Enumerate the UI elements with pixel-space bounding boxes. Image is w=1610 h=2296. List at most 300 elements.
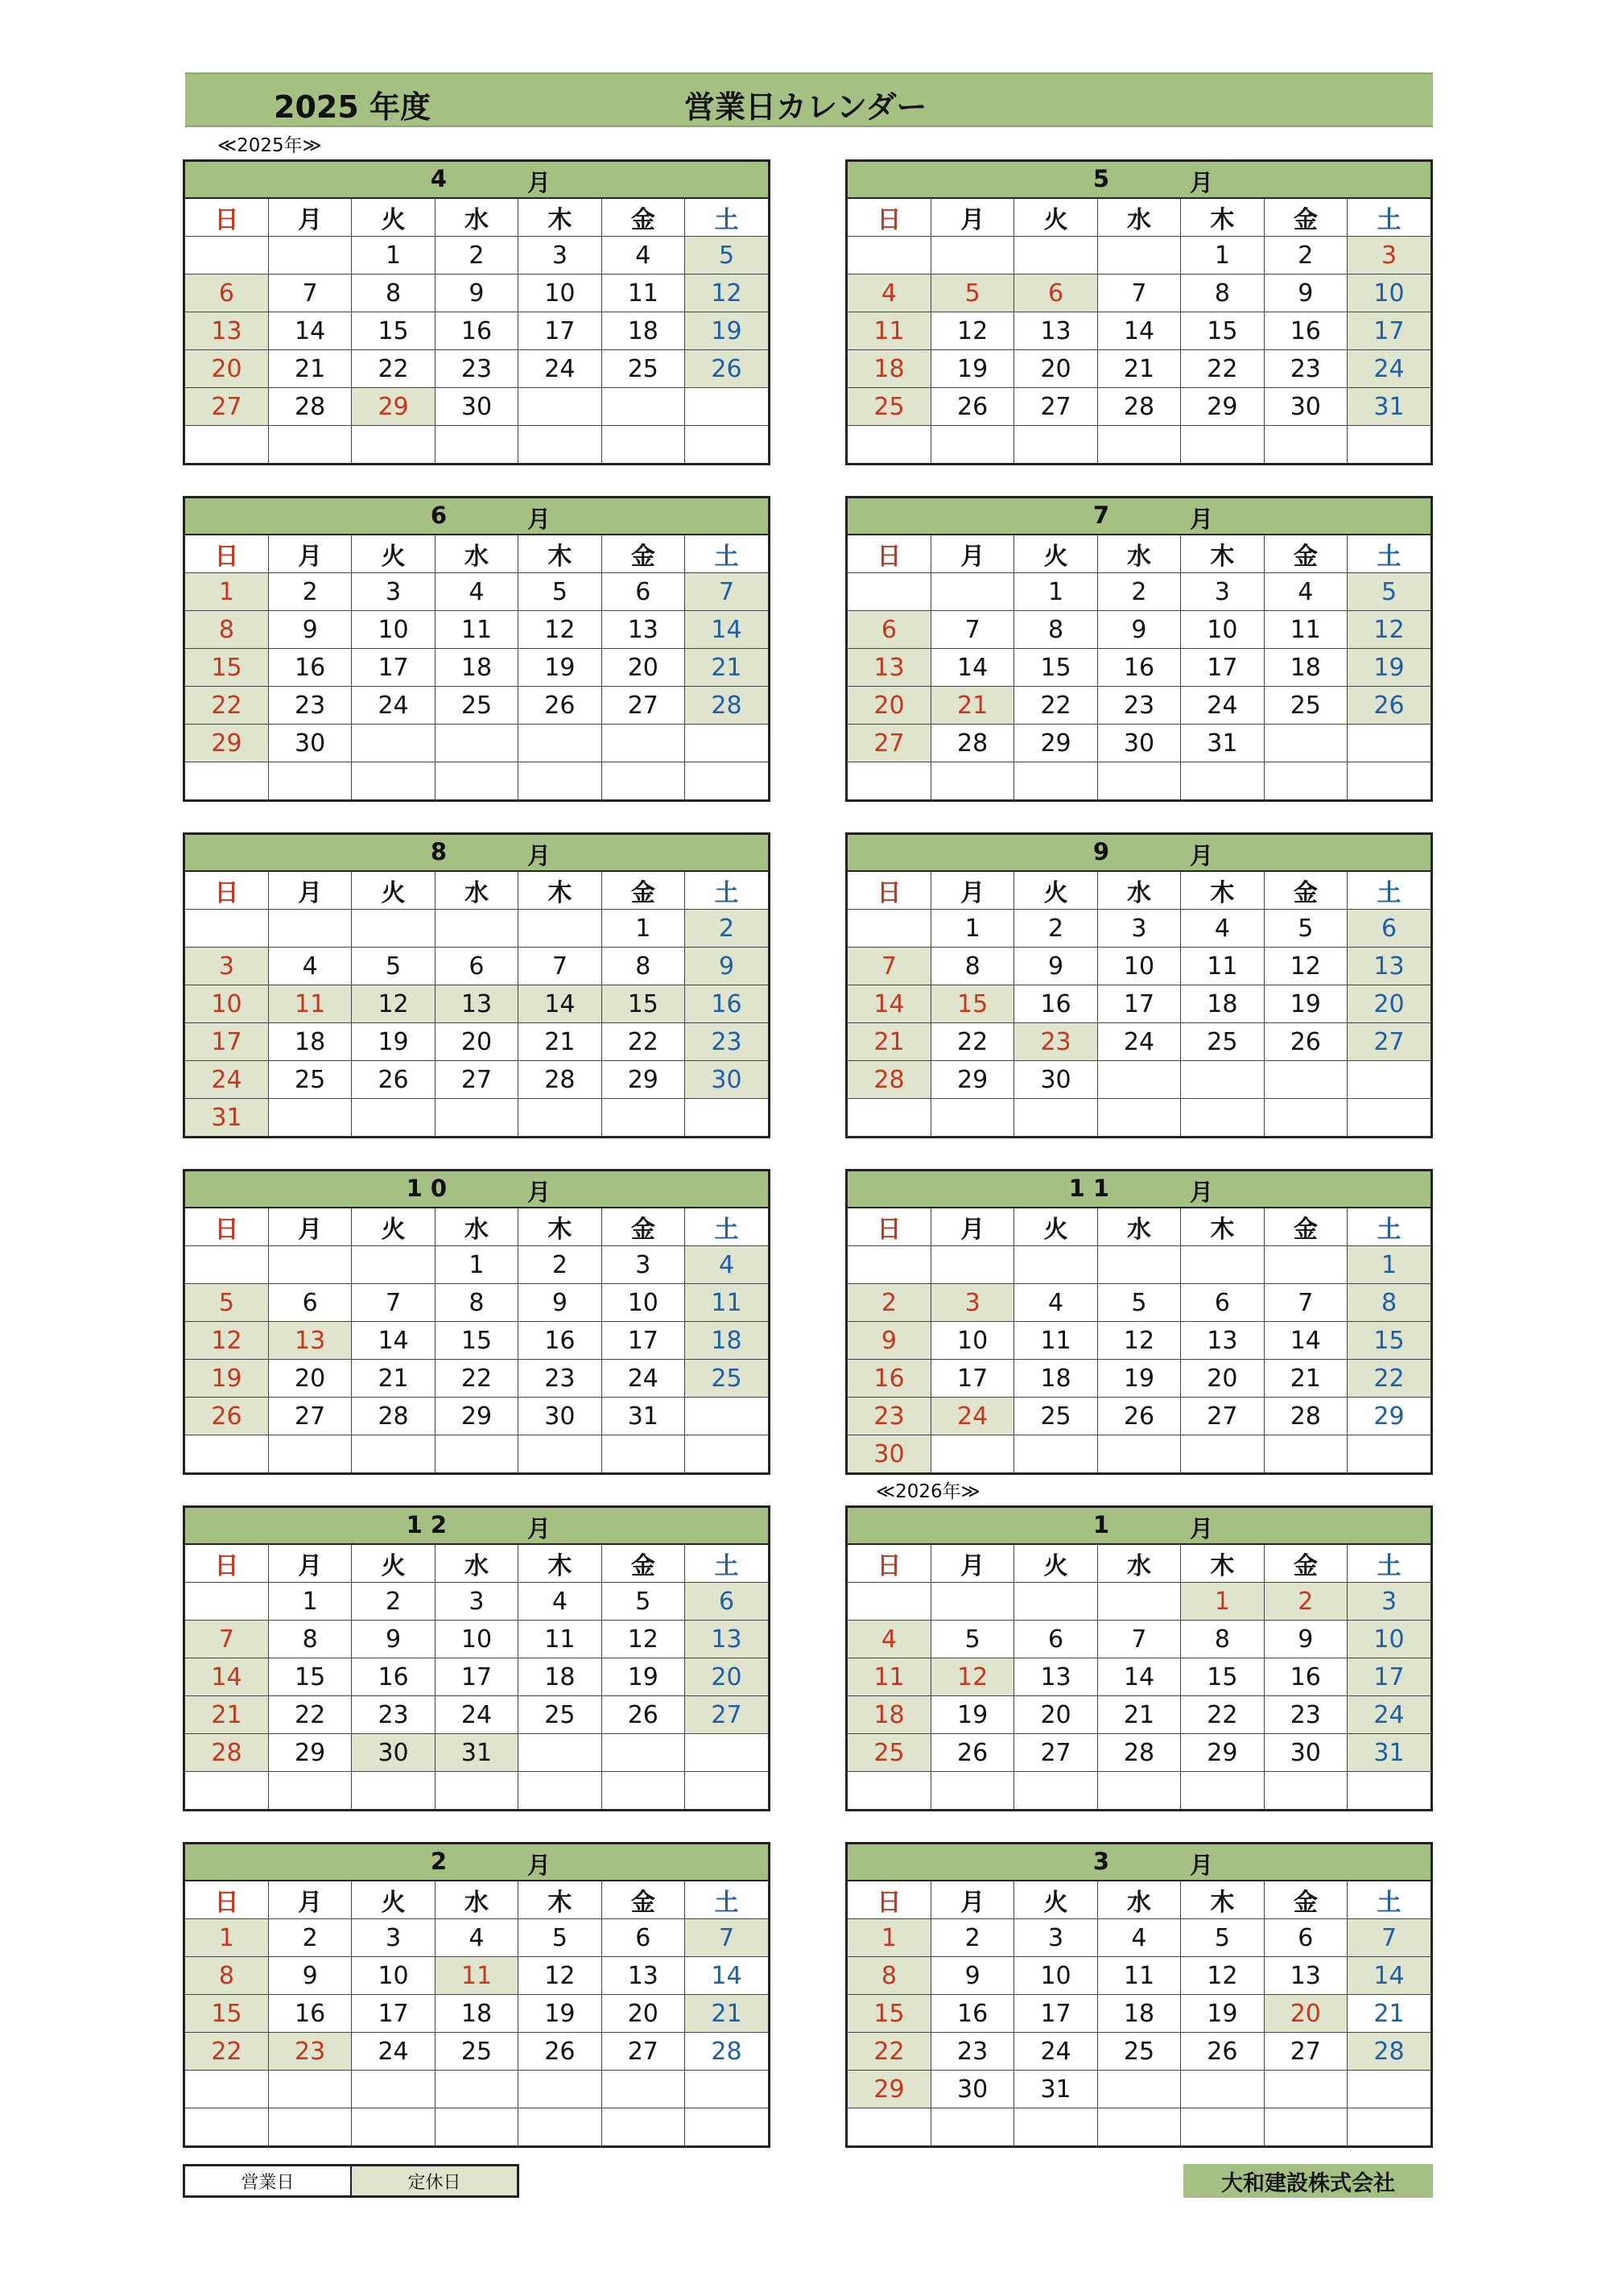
empty-cell [848, 1583, 931, 1621]
day-cell: 13 [685, 1621, 768, 1658]
day-cell: 9 [435, 275, 518, 312]
empty-cell [1348, 2108, 1430, 2146]
day-cell: 24 [352, 687, 435, 725]
empty-cell [1181, 1246, 1264, 1284]
day-cell: 26 [518, 2033, 601, 2071]
day-cell: 5 [1348, 573, 1430, 611]
title-bar [185, 72, 1433, 127]
weekday-header: 日 [185, 1208, 268, 1246]
day-cell: 28 [685, 2033, 768, 2071]
day-cell: 17 [601, 1322, 684, 1360]
day-cell: 19 [1348, 649, 1430, 687]
week-row [185, 1360, 768, 1398]
weekday-header: 日 [185, 199, 268, 237]
day-cell: 24 [185, 1061, 268, 1099]
day-cell: 25 [1014, 1398, 1097, 1435]
day-cell: 3 [352, 573, 435, 611]
empty-cell [435, 2071, 518, 2108]
empty-cell [1014, 2108, 1097, 2146]
day-cell: 16 [1014, 985, 1097, 1023]
month-suffix: 月 [1190, 506, 1214, 533]
weekday-header: 火 [352, 872, 435, 910]
day-cell: 1 [1014, 573, 1097, 611]
weekday-header: 金 [1264, 1881, 1347, 1919]
day-cell: 4 [1014, 1284, 1097, 1322]
week-row [848, 649, 1430, 687]
week-row [185, 687, 768, 725]
day-cell: 13 [185, 312, 268, 350]
week-row [848, 573, 1430, 611]
day-cell: 11 [601, 275, 684, 312]
month-number: 11 [1068, 1175, 1117, 1202]
month-calendar-july [845, 496, 1433, 802]
day-cell: 19 [685, 312, 768, 350]
weekday-header: 土 [1348, 535, 1430, 573]
week-row [185, 350, 768, 388]
empty-cell [601, 426, 684, 464]
day-cell: 18 [848, 1696, 931, 1734]
day-cell: 1 [352, 237, 435, 275]
day-cell: 30 [685, 1061, 768, 1099]
day-cell: 22 [352, 350, 435, 388]
day-cell: 9 [518, 1284, 601, 1322]
weekday-header: 金 [601, 1208, 684, 1246]
legend-closed-day: 定休日 [352, 2166, 517, 2195]
week-row [848, 725, 1430, 762]
month-header [848, 835, 1430, 872]
weekday-header: 火 [1014, 872, 1097, 910]
day-cell: 11 [518, 1621, 601, 1658]
empty-cell [1181, 762, 1264, 800]
month-calendar-april [183, 159, 770, 465]
week-row [848, 1696, 1430, 1734]
weekday-header: 水 [435, 1208, 518, 1246]
day-cell: 28 [931, 725, 1013, 762]
day-cell: 16 [268, 649, 351, 687]
weekday-header: 日 [848, 535, 931, 573]
month-calendar-january [845, 1505, 1433, 1811]
day-cell: 9 [268, 611, 351, 649]
empty-cell [352, 2071, 435, 2108]
day-cell: 25 [1264, 687, 1347, 725]
week-row [848, 985, 1430, 1023]
weekday-header: 火 [352, 535, 435, 573]
month-suffix: 月 [527, 1852, 551, 1879]
day-cell: 26 [931, 1734, 1013, 1772]
day-cell: 24 [1097, 1023, 1180, 1061]
day-cell: 26 [1348, 687, 1430, 725]
week-row [848, 1246, 1430, 1284]
day-cell: 1 [1181, 237, 1264, 275]
empty-cell [1097, 2071, 1180, 2108]
day-cell: 6 [1014, 275, 1097, 312]
day-cell: 6 [685, 1583, 768, 1621]
empty-cell [685, 1772, 768, 1810]
day-cell: 29 [848, 2071, 931, 2108]
week-row [185, 1957, 768, 1995]
week-row [185, 1696, 768, 1734]
weekday-header: 木 [1181, 1545, 1264, 1583]
weekday-header: 水 [435, 1881, 518, 1919]
day-cell: 8 [1014, 611, 1097, 649]
week-row [185, 312, 768, 350]
week-row [848, 1061, 1430, 1099]
day-cell: 10 [1348, 275, 1430, 312]
empty-cell [1014, 762, 1097, 800]
month-header [848, 498, 1430, 535]
day-cell: 19 [185, 1360, 268, 1398]
month-suffix: 月 [1190, 842, 1214, 869]
day-cell: 23 [848, 1398, 931, 1435]
empty-cell [518, 725, 601, 762]
week-row [185, 2033, 768, 2071]
empty-cell [185, 237, 268, 275]
company-name: 大和建設株式会社 [1183, 2164, 1433, 2198]
day-cell: 4 [435, 1919, 518, 1957]
empty-cell [435, 725, 518, 762]
empty-cell [268, 1099, 351, 1137]
day-cell: 10 [1348, 1621, 1430, 1658]
day-cell: 4 [848, 275, 931, 312]
day-cell: 20 [1181, 1360, 1264, 1398]
month-number: 4 [430, 165, 455, 192]
day-cell: 21 [685, 1995, 768, 2033]
day-cell: 14 [685, 1957, 768, 1995]
day-cell: 4 [601, 237, 684, 275]
year-mark-2025: ≪2025年≫ [217, 135, 322, 156]
month-header [185, 835, 768, 872]
day-cell: 20 [685, 1658, 768, 1696]
month-header [848, 1844, 1430, 1881]
empty-cell [848, 2108, 931, 2146]
empty-cell [1264, 1099, 1347, 1137]
day-cell: 21 [685, 649, 768, 687]
day-cell: 6 [1181, 1284, 1264, 1322]
day-cell: 14 [268, 312, 351, 350]
empty-cell [352, 426, 435, 464]
weekday-header: 木 [518, 535, 601, 573]
day-cell: 17 [352, 649, 435, 687]
day-cell: 29 [435, 1398, 518, 1435]
day-cell: 11 [1181, 948, 1264, 985]
day-cell: 24 [518, 350, 601, 388]
day-cell: 6 [848, 611, 931, 649]
day-cell: 22 [848, 2033, 931, 2071]
day-cell: 26 [518, 687, 601, 725]
weekday-header: 火 [1014, 1208, 1097, 1246]
day-cell: 26 [1181, 2033, 1264, 2071]
day-cell: 11 [1264, 611, 1347, 649]
week-row [185, 573, 768, 611]
empty-cell [185, 2071, 268, 2108]
day-cell: 3 [352, 1919, 435, 1957]
day-cell: 12 [1264, 948, 1347, 985]
day-cell: 24 [1348, 350, 1430, 388]
day-cell: 7 [685, 1919, 768, 1957]
month-suffix: 月 [527, 506, 551, 533]
day-cell: 23 [268, 687, 351, 725]
day-cell: 25 [601, 350, 684, 388]
day-cell: 13 [1264, 1957, 1347, 1995]
day-cell: 23 [1097, 687, 1180, 725]
day-cell: 13 [601, 1957, 684, 1995]
empty-cell [601, 2108, 684, 2146]
day-cell: 15 [1348, 1322, 1430, 1360]
day-cell: 14 [1348, 1957, 1430, 1995]
day-cell: 2 [518, 1246, 601, 1284]
weekday-header: 火 [352, 1881, 435, 1919]
day-cell: 20 [1264, 1995, 1347, 2033]
day-cell: 22 [601, 1023, 684, 1061]
empty-cell [1264, 1061, 1347, 1099]
day-cell: 18 [1014, 1360, 1097, 1398]
day-cell: 28 [685, 687, 768, 725]
day-cell: 5 [685, 237, 768, 275]
empty-cell [185, 762, 268, 800]
day-cell: 24 [1181, 687, 1264, 725]
weekday-header: 木 [1181, 1208, 1264, 1246]
weekday-header: 火 [1014, 1545, 1097, 1583]
day-cell: 25 [848, 1734, 931, 1772]
empty-cell [352, 762, 435, 800]
empty-cell [1348, 426, 1430, 464]
day-cell: 22 [931, 1023, 1013, 1061]
day-cell: 17 [1014, 1995, 1097, 2033]
week-row [848, 1734, 1430, 1772]
day-cell: 2 [268, 573, 351, 611]
day-cell: 11 [1014, 1322, 1097, 1360]
day-cell: 9 [1097, 611, 1180, 649]
empty-cell [518, 1435, 601, 1473]
weekday-header: 月 [268, 199, 351, 237]
day-cell: 16 [848, 1360, 931, 1398]
day-cell: 30 [1014, 1061, 1097, 1099]
empty-cell [268, 237, 351, 275]
day-cell: 15 [1181, 1658, 1264, 1696]
day-cell: 26 [685, 350, 768, 388]
day-cell: 31 [1348, 388, 1430, 426]
empty-cell [352, 1435, 435, 1473]
day-cell: 31 [1014, 2071, 1097, 2108]
empty-cell [1014, 1246, 1097, 1284]
day-cell: 27 [1181, 1398, 1264, 1435]
day-cell: 11 [848, 312, 931, 350]
weekday-header: 土 [1348, 1545, 1430, 1583]
day-cell: 22 [185, 687, 268, 725]
day-cell: 22 [1348, 1360, 1430, 1398]
week-row [185, 1734, 768, 1772]
weekday-header: 木 [1181, 199, 1264, 237]
week-row [185, 1398, 768, 1435]
week-row [185, 237, 768, 275]
day-cell: 23 [435, 350, 518, 388]
month-suffix: 月 [1190, 1515, 1214, 1542]
day-cell: 16 [931, 1995, 1013, 2033]
day-cell: 18 [848, 350, 931, 388]
legend-business-day: 営業日 [185, 2166, 352, 2195]
day-cell: 29 [931, 1061, 1013, 1099]
day-cell: 24 [1014, 2033, 1097, 2071]
empty-cell [1348, 1099, 1430, 1137]
day-cell: 24 [352, 2033, 435, 2071]
day-cell: 9 [931, 1957, 1013, 1995]
week-row [848, 762, 1430, 800]
day-cell: 7 [268, 275, 351, 312]
weekday-header: 木 [1181, 872, 1264, 910]
empty-cell [1014, 1772, 1097, 1810]
weekday-header: 月 [931, 535, 1013, 573]
month-number: 1 [1092, 1511, 1117, 1538]
empty-cell [601, 2071, 684, 2108]
day-cell: 1 [435, 1246, 518, 1284]
month-grid [848, 1545, 1430, 1809]
day-cell: 3 [435, 1583, 518, 1621]
fiscal-year-label: 2025 年度 [274, 89, 431, 125]
weekday-header: 金 [1264, 1545, 1347, 1583]
empty-cell [685, 388, 768, 426]
empty-cell [601, 725, 684, 762]
empty-cell [185, 910, 268, 948]
week-row [848, 1284, 1430, 1322]
empty-cell [518, 2108, 601, 2146]
day-cell: 26 [352, 1061, 435, 1099]
day-cell: 25 [1097, 2033, 1180, 2071]
empty-cell [1348, 1772, 1430, 1810]
day-cell: 3 [1181, 573, 1264, 611]
week-row [848, 426, 1430, 464]
empty-cell [931, 573, 1013, 611]
empty-cell [352, 725, 435, 762]
day-cell: 3 [1014, 1919, 1097, 1957]
week-row [848, 1957, 1430, 1995]
day-cell: 14 [185, 1658, 268, 1696]
day-cell: 31 [601, 1398, 684, 1435]
empty-cell [601, 1734, 684, 1772]
weekday-header: 水 [1097, 1881, 1180, 1919]
day-cell: 15 [931, 985, 1013, 1023]
weekday-header: 土 [1348, 872, 1430, 910]
empty-cell [352, 910, 435, 948]
day-cell: 7 [1264, 1284, 1347, 1322]
weekday-header: 土 [1348, 1208, 1430, 1246]
weekday-header: 日 [848, 1208, 931, 1246]
day-cell: 9 [352, 1621, 435, 1658]
empty-cell [931, 762, 1013, 800]
day-cell: 19 [931, 1696, 1013, 1734]
day-cell: 3 [601, 1246, 684, 1284]
day-cell: 7 [352, 1284, 435, 1322]
day-cell: 27 [601, 687, 684, 725]
day-cell: 22 [268, 1696, 351, 1734]
day-cell: 24 [1348, 1696, 1430, 1734]
day-cell: 4 [685, 1246, 768, 1284]
empty-cell [848, 1099, 931, 1137]
month-number: 12 [406, 1511, 455, 1538]
day-cell: 30 [1264, 388, 1347, 426]
month-header [185, 1171, 768, 1208]
day-cell: 28 [268, 388, 351, 426]
day-cell: 6 [1014, 1621, 1097, 1658]
day-cell: 21 [931, 687, 1013, 725]
weekday-header: 金 [1264, 872, 1347, 910]
day-cell: 2 [1264, 237, 1347, 275]
weekday-header: 木 [518, 1881, 601, 1919]
day-cell: 25 [848, 388, 931, 426]
day-cell: 18 [1181, 985, 1264, 1023]
month-calendar-october [183, 1169, 770, 1475]
day-cell: 31 [1348, 1734, 1430, 1772]
day-cell: 8 [268, 1621, 351, 1658]
day-cell: 12 [601, 1621, 684, 1658]
empty-cell [1097, 237, 1180, 275]
weekday-header: 月 [268, 1545, 351, 1583]
day-cell: 29 [1181, 1734, 1264, 1772]
weekday-header: 金 [601, 535, 684, 573]
day-cell: 14 [685, 611, 768, 649]
week-row [848, 2033, 1430, 2071]
day-cell: 26 [1264, 1023, 1347, 1061]
day-cell: 15 [185, 1995, 268, 2033]
empty-cell [518, 910, 601, 948]
day-cell: 3 [931, 1284, 1013, 1322]
weekday-header: 日 [185, 872, 268, 910]
day-cell: 5 [352, 948, 435, 985]
weekday-header: 火 [352, 199, 435, 237]
day-cell: 25 [435, 2033, 518, 2071]
day-cell: 10 [601, 1284, 684, 1322]
empty-cell [1097, 1061, 1180, 1099]
day-cell: 4 [1181, 910, 1264, 948]
day-cell: 5 [1264, 910, 1347, 948]
empty-cell [268, 910, 351, 948]
weekday-header: 月 [931, 1545, 1013, 1583]
empty-cell [1097, 1772, 1180, 1810]
day-cell: 9 [685, 948, 768, 985]
empty-cell [268, 2071, 351, 2108]
day-cell: 27 [185, 388, 268, 426]
day-cell: 8 [185, 611, 268, 649]
empty-cell [931, 1772, 1013, 1810]
day-cell: 1 [268, 1583, 351, 1621]
month-header [185, 498, 768, 535]
day-cell: 19 [931, 350, 1013, 388]
empty-cell [931, 1246, 1013, 1284]
day-cell: 1 [1348, 1246, 1430, 1284]
day-cell: 4 [1097, 1919, 1180, 1957]
day-cell: 12 [1348, 611, 1430, 649]
day-cell: 14 [1097, 1658, 1180, 1696]
day-cell: 8 [1181, 275, 1264, 312]
day-cell: 7 [931, 611, 1013, 649]
month-number: 6 [430, 502, 455, 529]
empty-cell [1348, 1435, 1430, 1473]
day-cell: 27 [1014, 388, 1097, 426]
day-cell: 5 [601, 1583, 684, 1621]
weekday-header: 土 [685, 535, 768, 573]
day-cell: 16 [685, 985, 768, 1023]
day-cell: 20 [1014, 1696, 1097, 1734]
day-cell: 21 [185, 1696, 268, 1734]
day-cell: 18 [435, 649, 518, 687]
day-cell: 8 [1181, 1621, 1264, 1658]
empty-cell [1264, 2108, 1347, 2146]
day-cell: 2 [435, 237, 518, 275]
day-cell: 20 [601, 649, 684, 687]
day-cell: 25 [685, 1360, 768, 1398]
day-cell: 18 [1264, 649, 1347, 687]
week-row [185, 1023, 768, 1061]
week-row [848, 611, 1430, 649]
